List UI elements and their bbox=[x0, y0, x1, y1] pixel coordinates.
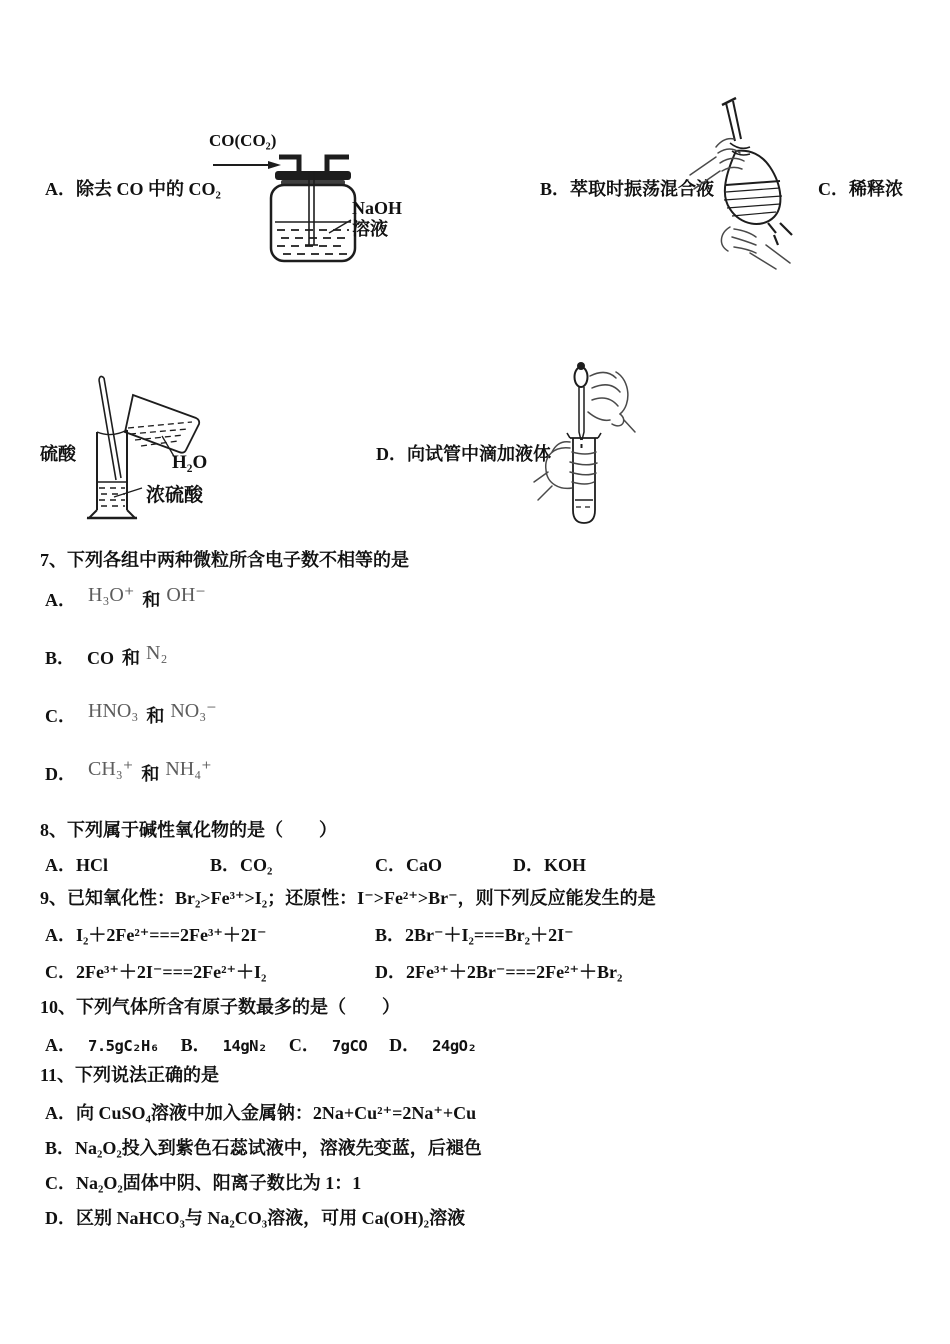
q9-option-d: D．2Fe³⁺＋2Br⁻===2Fe²⁺＋Br₂ bbox=[375, 962, 623, 982]
naoh-solution-label bbox=[352, 198, 402, 240]
apparatus-option-c-label-continued: 硫酸 bbox=[40, 444, 76, 464]
q10-option-d-letter: D． bbox=[389, 1035, 421, 1055]
q11-option-a: A．向 CuSO₄溶液中加入金属钠：2Na+Cu²⁺=2Na⁺+Cu bbox=[45, 1103, 477, 1123]
apparatus-option-d-label: D．向试管中滴加液体 bbox=[376, 444, 551, 464]
q10-options-row bbox=[45, 1031, 476, 1057]
question-9-number: 9、 bbox=[40, 888, 67, 908]
q10-option-a-letter: A． bbox=[45, 1035, 76, 1055]
gas-washing-bottle-figure bbox=[205, 125, 430, 265]
upper-hand bbox=[588, 372, 635, 432]
q8-option-d: D．KOH bbox=[513, 855, 587, 875]
reagent-line1: NaOH bbox=[352, 198, 403, 218]
apparatus-option-b-label: B．萃取时振荡混合液 bbox=[540, 179, 715, 199]
q8-option-b: B．CO₂ bbox=[210, 855, 273, 875]
q7-option-d bbox=[45, 760, 212, 786]
concentrated-acid-label: 浓硫酸 bbox=[146, 485, 204, 506]
q7-option-c bbox=[45, 702, 217, 728]
stopcock bbox=[768, 223, 792, 245]
question-8-number: 8、 bbox=[40, 820, 67, 840]
q7-option-d-formula2: NH₄⁺ bbox=[165, 758, 212, 780]
q7-option-c-letter: C． bbox=[45, 706, 76, 726]
q10-option-b-value: 14gN₂ bbox=[222, 1037, 267, 1055]
water-label: H₂O bbox=[172, 452, 208, 473]
apparatus-option-a-label: A．除去 CO 中的 CO₂ bbox=[45, 179, 221, 199]
q7-option-a bbox=[45, 586, 206, 612]
pouring-beaker bbox=[125, 395, 199, 453]
q11-option-b: B．Na₂O₂投入到紫色石蕊试液中，溶液先变蓝，后褪色 bbox=[45, 1138, 482, 1158]
cylinder bbox=[87, 430, 137, 518]
question-10-number: 10、 bbox=[40, 997, 76, 1017]
q7-option-b bbox=[45, 644, 167, 670]
q9-option-a: A．I₂＋2Fe²⁺===2Fe³⁺＋2I⁻ bbox=[45, 925, 267, 945]
apparatus-option-c-label: C．稀释浓 bbox=[818, 179, 903, 199]
question-8 bbox=[40, 816, 337, 842]
q10-option-d-value: 24gO₂ bbox=[432, 1037, 477, 1055]
q11-option-c: C．Na₂O₂固体中阴、阳离子数比为 1：1 bbox=[45, 1173, 362, 1193]
q7-option-c-formula2: NO₃⁻ bbox=[170, 700, 217, 722]
q7-option-c-formula1: HNO₃ bbox=[88, 700, 139, 722]
q10-option-b-letter: B． bbox=[180, 1035, 211, 1055]
reagent-line2: 溶液 bbox=[352, 219, 388, 239]
q7-option-b-letter: B． bbox=[45, 648, 76, 668]
q7-option-d-formula1: CH₃⁺ bbox=[88, 758, 134, 780]
funnel-liquid-lines bbox=[724, 181, 782, 216]
question-7-number: 7、 bbox=[40, 550, 67, 570]
separating-funnel-figure bbox=[690, 95, 815, 275]
question-11 bbox=[40, 1061, 219, 1087]
q7-option-c-conj: 和 bbox=[146, 706, 165, 726]
lower-hand bbox=[721, 227, 790, 269]
liquid-dashes bbox=[277, 230, 349, 254]
q10-option-a-value: 7.5gC₂H₆ bbox=[88, 1037, 159, 1055]
q7-option-a-formula2: OH⁻ bbox=[166, 584, 206, 606]
test-tube bbox=[567, 433, 601, 523]
question-10 bbox=[40, 993, 400, 1019]
glass-rod bbox=[99, 376, 121, 480]
test-tube-dropper-figure bbox=[532, 360, 637, 530]
q7-option-b-conj: 和 bbox=[122, 648, 141, 668]
q11-option-d: D．区别 NaHCO₃与 Na₂CO₃溶液，可用 Ca(OH)₂溶液 bbox=[45, 1208, 466, 1228]
q9-option-c: C．2Fe³⁺＋2I⁻===2Fe²⁺＋I₂ bbox=[45, 962, 267, 982]
inlet-arrow-icon bbox=[213, 161, 281, 169]
lower-hand bbox=[534, 442, 597, 500]
q7-option-d-letter: D． bbox=[45, 764, 76, 784]
gas-inlet-label: CO(CO₂) bbox=[209, 131, 277, 150]
q7-option-d-conj: 和 bbox=[141, 764, 160, 784]
question-11-number: 11、 bbox=[40, 1065, 76, 1085]
q9-option-b: B．2Br⁻＋I₂===Br₂＋2I⁻ bbox=[375, 925, 574, 945]
question-9 bbox=[40, 884, 656, 910]
question-7-stem: 下列各组中两种微粒所含电子数不相等的是 bbox=[67, 550, 409, 570]
q7-option-a-formula1: H₃O⁺ bbox=[88, 584, 135, 606]
dropper bbox=[575, 362, 588, 448]
q10-option-c-value: 7gCO bbox=[331, 1037, 368, 1055]
q7-option-a-conj: 和 bbox=[142, 590, 161, 610]
q7-option-b-formula1: CO bbox=[87, 648, 115, 668]
q8-option-a: A．HCl bbox=[45, 855, 108, 875]
question-10-stem: 下列气体所含有原子数最多的是（ ） bbox=[76, 997, 400, 1017]
question-9-stem: 已知氧化性：Br₂>Fe³⁺>I₂；还原性：I⁻>Fe²⁺>Br⁻，则下列反应能发生的是 bbox=[67, 888, 656, 908]
question-7 bbox=[40, 546, 409, 572]
funnel-body bbox=[725, 151, 781, 224]
question-8-stem: 下列属于碱性氧化物的是（ ） bbox=[67, 820, 337, 840]
q7-option-a-letter: A． bbox=[45, 590, 76, 610]
q7-option-b-formula2: N₂ bbox=[146, 642, 168, 664]
q10-option-c-letter: C． bbox=[288, 1035, 320, 1055]
question-11-stem: 下列说法正确的是 bbox=[75, 1065, 220, 1085]
q8-option-c: C．CaO bbox=[375, 855, 442, 875]
bottle-body bbox=[271, 185, 355, 261]
